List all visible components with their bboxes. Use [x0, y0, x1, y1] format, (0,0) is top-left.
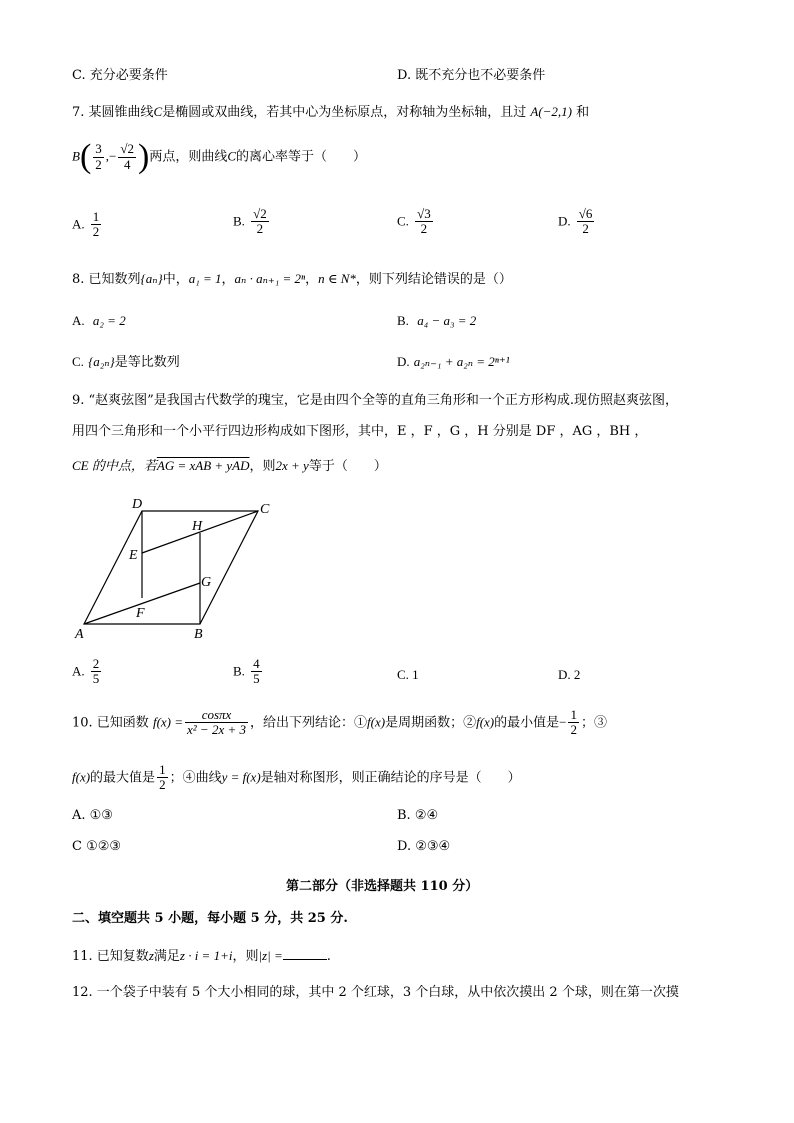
q9-option-a: A. $\frac{2}{5}$ — [72, 656, 100, 687]
q10-function-fraction: $\frac{\cos\pi x}{\text{x² − 2x + 3}}$ — [187, 707, 246, 738]
q7-b-x-fraction: $\frac{3}{2}$ — [95, 141, 102, 172]
q8-stem: 8. 已知数列{aₙ}中，a₁ = 1，aₙ · aₙ₊₁ = 2ⁿ，n ∈ N*，则下列结论错误的是（） — [72, 271, 512, 287]
label-h: H — [192, 519, 203, 534]
q7-point-a: A(−2,1) — [530, 104, 572, 119]
q10-option-a: A. ①③ — [72, 808, 113, 823]
q8-option-c: C. {a₂ₙ}是等比数列 — [72, 354, 180, 370]
q9-option-b: B. $\frac{4}{5}$ — [233, 656, 260, 687]
q7-option-b: B. $\frac{√2}{2}$ — [233, 206, 267, 237]
q11-stem: 11. 已知复数z满足z · i = 1+i，则|z| = . — [72, 948, 331, 964]
q12-stem: 12. 一个袋子中装有 5 个大小相同的球，其中 2 个红球，3 个白球，从中依次摸出 2 个球，则在第一次摸 — [72, 985, 679, 1000]
q7-option-d: D. $\frac{√6}{2}$ — [558, 206, 593, 237]
label-b: B — [194, 627, 203, 642]
q6-option-d: D. 既不充分也不必要条件 — [397, 68, 546, 83]
q7-option-a: A. $\frac{1}{2}$ — [72, 209, 100, 240]
q8-option-a: A. a₂ = 2 — [72, 313, 126, 328]
q8-option-d: D. a₂ₙ₋₁ + a₂ₙ = 2ⁿ⁺¹ — [397, 354, 510, 369]
outer-parallelogram — [84, 511, 258, 624]
label-a: A — [75, 627, 84, 642]
q9-vector-equation: AG = xAB + yAD — [156, 458, 250, 473]
q6-option-c: C. 充分必要条件 — [72, 68, 168, 83]
q10-stem-line2: f(x)的最大值是 $\frac{1}{2}$ ；④曲线y = f(x)是轴对称图形，则正确结论的序号是（ ） — [72, 762, 521, 793]
label-e: E — [129, 548, 138, 563]
section-fill-in-blank: 二、填空题共 5 小题，每小题 5 分，共 25 分. — [72, 911, 348, 926]
q10-option-c: C ①②③ — [72, 839, 122, 854]
label-f: F — [136, 606, 145, 621]
part2-title: 第二部分（非选择题共 110 分） — [286, 879, 479, 894]
q7-stem-line1: 7. 某圆锥曲线C是椭圆或双曲线，若其中心为坐标原点，对称轴为坐标轴，且过 A(−2,1) 和 — [72, 104, 590, 120]
q7-stem-line2: B( $\frac{3}{2}$ ,− $\frac{√2}{4}$ )两点，则曲线C的离心率等于（ ） — [72, 138, 367, 175]
q8-option-b: B. a₄ − a₃ = 2 — [397, 313, 477, 328]
q9-parallelogram-figure — [70, 497, 290, 642]
label-d: D — [132, 497, 143, 512]
q10-option-d: D. ②③④ — [397, 839, 451, 854]
label-g: G — [201, 575, 212, 590]
q9-stem-line3: CE 的中点，若AG = xAB + yAD，则2x + y等于（ ） — [72, 458, 387, 474]
label-c: C — [260, 502, 270, 517]
q9-stem-line1: 9. “赵爽弦图”是我国古代数学的瑰宝，它是由四个全等的直角三角形和一个正方形构成.现仿照赵爽弦图， — [72, 393, 678, 408]
q9-stem-line2: 用四个三角形和一个小平行四边形构成如下图形，其中，E ，F ，G ，H 分别是 DF ，AG ，BH ， — [72, 424, 648, 439]
q11-answer-blank — [283, 947, 327, 960]
q9-option-d: D. 2 — [558, 667, 581, 682]
q7-b-y-fraction: $\frac{√2}{4}$ — [120, 141, 135, 172]
q7-option-c: C. $\frac{√3}{2}$ — [397, 206, 431, 237]
q10-option-b: B. ②④ — [397, 808, 439, 823]
q10-stem-line1: 10. 已知函数 f(x) = $\frac{\cos\pi x}{\text{x² − 2x + 3}}$ ，给出下列结论：①f(x)是周期函数；②f(x)的最小值是− $\frac{1}{2}$ ；③ — [72, 707, 607, 738]
q9-option-c: C. 1 — [397, 667, 419, 682]
